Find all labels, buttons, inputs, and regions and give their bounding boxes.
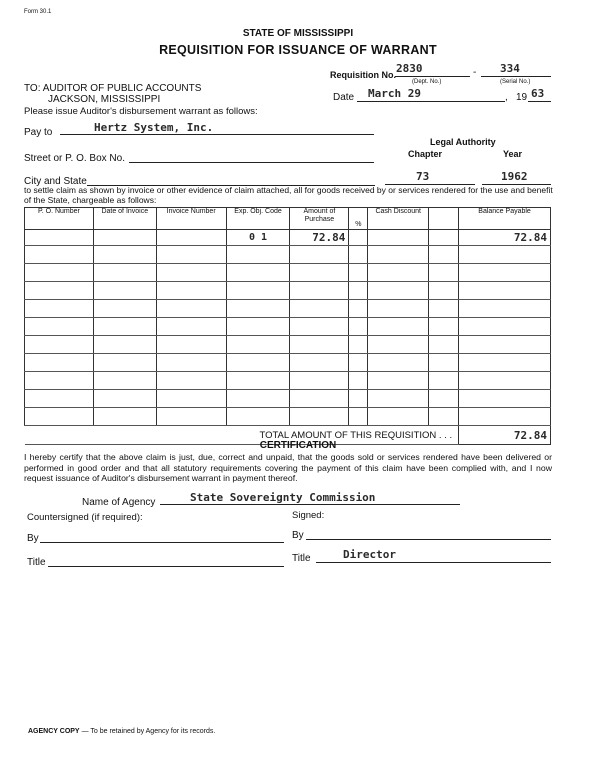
countersigned-by-label: By bbox=[27, 533, 39, 544]
city-state-label: City and State bbox=[24, 176, 87, 187]
addressee-line2: JACKSON, MISSISSIPPI bbox=[48, 94, 161, 105]
form-title: REQUISITION FOR ISSUANCE OF WARRANT bbox=[159, 43, 437, 57]
certification-title: CERTIFICATION bbox=[259, 440, 337, 451]
header-cash-discount: Cash Discount bbox=[368, 208, 429, 230]
countersigned-label: Countersigned (if required): bbox=[27, 512, 143, 523]
header-percent: % bbox=[349, 208, 368, 230]
street-label: Street or P. O. Box No. bbox=[24, 153, 125, 164]
state-heading: STATE OF MISSISSIPPI bbox=[242, 28, 354, 39]
dept-number-value: 2830 bbox=[396, 62, 423, 75]
table-row bbox=[25, 246, 551, 264]
footer-note-text: — To be retained by Agency for its records. bbox=[81, 728, 216, 735]
amount-cell: 72.84 bbox=[290, 230, 349, 246]
signed-title-label: Title bbox=[292, 553, 311, 564]
total-value: 72.84 bbox=[459, 426, 551, 445]
addressee-line1: TO: AUDITOR OF PUBLIC ACCOUNTS bbox=[24, 83, 202, 94]
year-value: 63 bbox=[531, 87, 545, 100]
year-label: Year bbox=[503, 149, 523, 159]
table-row bbox=[25, 264, 551, 282]
signed-by-label: By bbox=[292, 530, 304, 541]
header-exp-obj-code: Exp. Obj. Code bbox=[226, 208, 290, 230]
year-prefix: 19 bbox=[516, 92, 528, 103]
footer-note bbox=[28, 728, 215, 735]
signed-label: Signed: bbox=[292, 510, 325, 521]
table-row bbox=[25, 318, 551, 336]
requisition-label: Requisition No. bbox=[330, 70, 396, 80]
chapter-value: 73 bbox=[416, 170, 430, 183]
header-po-number: P. O. Number bbox=[25, 208, 94, 230]
table-row bbox=[25, 372, 551, 390]
settle-claim-text: to settle claim as shown by invoice or other evidence of claim attached, all for goods received by or services rendered for the use and benefit of the State, chargeable as follows: bbox=[24, 185, 553, 205]
header-amount-of-purchase: Amount of Purchase bbox=[290, 208, 349, 230]
legal-authority-title: Legal Authority bbox=[430, 137, 496, 147]
exp-code-cell: 0 1 bbox=[226, 230, 290, 246]
signed-title-value: Director bbox=[343, 548, 396, 561]
charges-table bbox=[24, 207, 551, 445]
pay-to-value: Hertz System, Inc. bbox=[94, 121, 214, 134]
serial-number-value: 334 bbox=[500, 62, 520, 75]
table-row bbox=[25, 354, 551, 372]
serial-caption: (Serial No.) bbox=[500, 79, 531, 85]
agency-value: State Sovereignty Commission bbox=[190, 491, 376, 504]
legal-year-value: 1962 bbox=[501, 170, 528, 183]
instruction-text: Please issue Auditor's disbursement warrant as follows: bbox=[24, 106, 258, 117]
table-row bbox=[25, 336, 551, 354]
countersigned-title-label: Title bbox=[27, 557, 46, 568]
total-label: TOTAL AMOUNT OF THIS REQUISITION . . . bbox=[25, 426, 459, 445]
table-row bbox=[25, 282, 551, 300]
chapter-label: Chapter bbox=[408, 149, 443, 159]
dept-caption: (Dept. No.) bbox=[412, 79, 442, 85]
header-invoice-number: Invoice Number bbox=[156, 208, 226, 230]
agency-copy-label: AGENCY COPY bbox=[28, 728, 80, 735]
balance-cell: 72.84 bbox=[459, 230, 551, 246]
header-balance-payable: Balance Payable bbox=[459, 208, 551, 230]
certification-text: I hereby certify that the above claim is just, due, correct and unpaid, that the goods sold or services rendered have been delivered or performed in good order and that all statutory requirements covering the payment of this claim have been complied with, and I now request issuance of Auditor's disbursement warrant in payment thereof. bbox=[24, 452, 552, 483]
table-row bbox=[25, 390, 551, 408]
table-row bbox=[25, 230, 551, 246]
agency-label: Name of Agency bbox=[82, 497, 156, 508]
date-label: Date bbox=[333, 92, 355, 103]
table-row bbox=[25, 300, 551, 318]
header-date-of-invoice: Date of Invoice bbox=[93, 208, 156, 230]
date-value: March 29 bbox=[368, 87, 421, 100]
table-row bbox=[25, 408, 551, 426]
pay-to-label: Pay to bbox=[24, 127, 53, 138]
form-number: Form 30.1 bbox=[24, 9, 52, 15]
